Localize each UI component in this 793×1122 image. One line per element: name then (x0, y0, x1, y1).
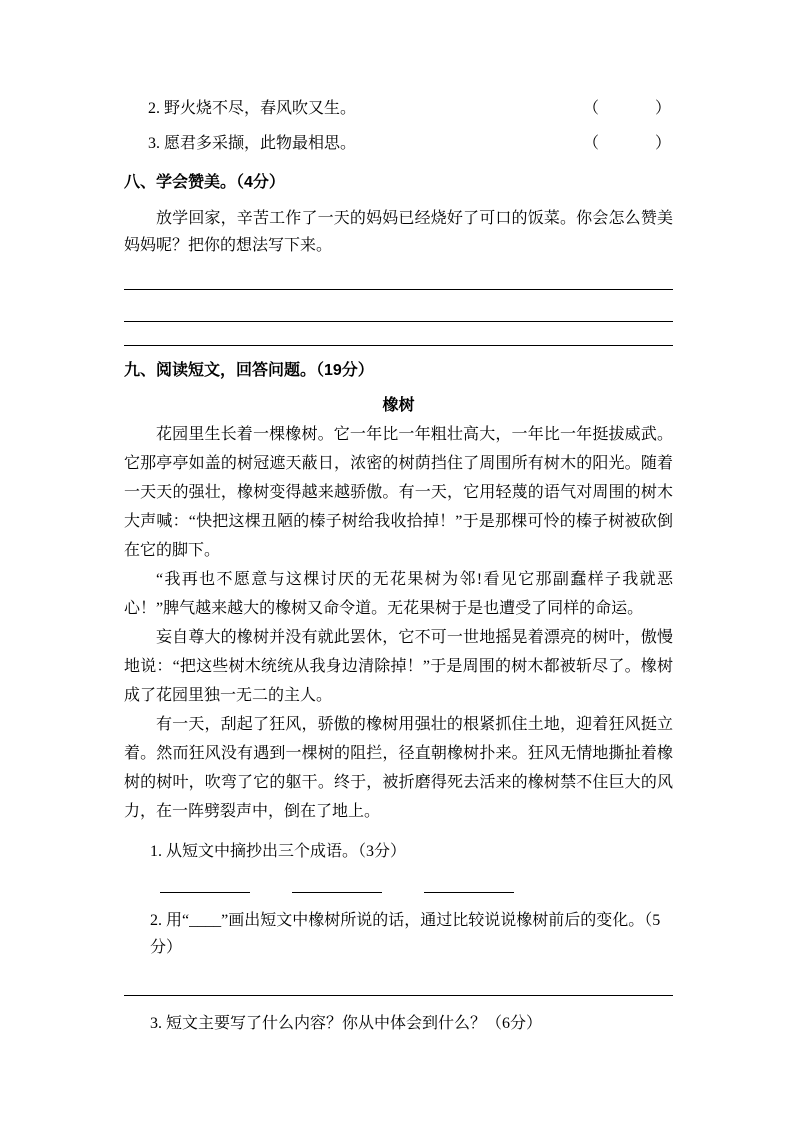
passage-paragraph-3: 妄自尊大的橡树并没有就此罢休，它不可一世地摇晃着漂亮的树叶，傲慢地说：“把这些树木统统从我身边清除掉！”于是周围的树木都被斩尽了。橡树成了花园里独一无二的主人。 (124, 629, 673, 704)
poem-item-3-answer-bracket[interactable]: （ ） (582, 135, 673, 152)
idiom-answer-blank-2[interactable] (292, 891, 382, 893)
poem-item-3 (124, 129, 673, 158)
section8-answer-line-2[interactable] (124, 290, 673, 322)
idiom-answer-blank-3[interactable] (424, 891, 514, 893)
passage-paragraph-1: 花园里生长着一棵橡树。它一年比一年粗壮高大，一年比一年挺拔威武。它那亭亭如盖的树冠遮天蔽日，浓密的树荫挡住了周围所有树木的阳光。随着一天天的强壮，橡树变得越来越骄傲。有一天，它用轻蔑的语气对周围的树木大声喊：“快把这棵丑陋的榛子树给我收拾掉！”于是那棵可怜的榛子树被砍倒在它的脚下。 (124, 426, 673, 559)
question-1-blanks (160, 891, 673, 893)
section8-heading: 八、学会赞美。（4分） (124, 174, 285, 191)
passage-title: 橡树 (382, 397, 415, 414)
section8-prompt: 放学回家，辛苦工作了一天的妈妈已经烧好了可口的饭菜。你会怎么赞美妈妈呢？把你的想法写下来。 (124, 210, 673, 254)
idiom-answer-blank-1[interactable] (160, 891, 250, 893)
page-content (124, 94, 673, 1037)
section8-answer-line-3[interactable] (124, 322, 673, 346)
poem-item-2 (124, 94, 673, 123)
passage-paragraph-4: 有一天，刮起了狂风，骄傲的橡树用强壮的根紧抓住土地，迎着狂风挺立着。然而狂风没有遇到一棵树的阻拦，径直朝橡树扑来。狂风无情地撕扯着橡树的树叶，吹弯了它的躯干。终于，被折磨得死去活来的橡树禁不住巨大的风力，在一阵劈裂声中，倒在了地上。 (124, 716, 673, 820)
question-1: 1. 从短文中摘抄出三个成语。（3分） (150, 843, 407, 860)
passage-paragraph-2: “我再也不愿意与这棵讨厌的无花果树为邻!看见它那副蠢样子我就恶心！”脾气越来越大的橡树又命令道。无花果树于是也遭受了同样的命运。 (124, 571, 673, 617)
poem-item-3-text: 3. 愿君多采撷，此物最相思。 (148, 135, 357, 152)
section8-answer-line-1[interactable] (124, 259, 673, 290)
question-3: 3. 短文主要写了什么内容？你从中体会到什么？（6分） (150, 1015, 543, 1032)
question-2-answer-line[interactable] (124, 963, 673, 996)
poem-item-2-text: 2. 野火烧不尽，春风吹又生。 (148, 100, 357, 117)
poem-item-2-answer-bracket[interactable]: （ ） (582, 100, 673, 117)
question-2: 2. 用“____”画出短文中橡树所说的话，通过比较说说橡树前后的变化。（5分） (150, 912, 661, 956)
passage-body (124, 420, 673, 826)
section9-heading: 九、阅读短文，回答问题。（19分） (124, 362, 374, 379)
